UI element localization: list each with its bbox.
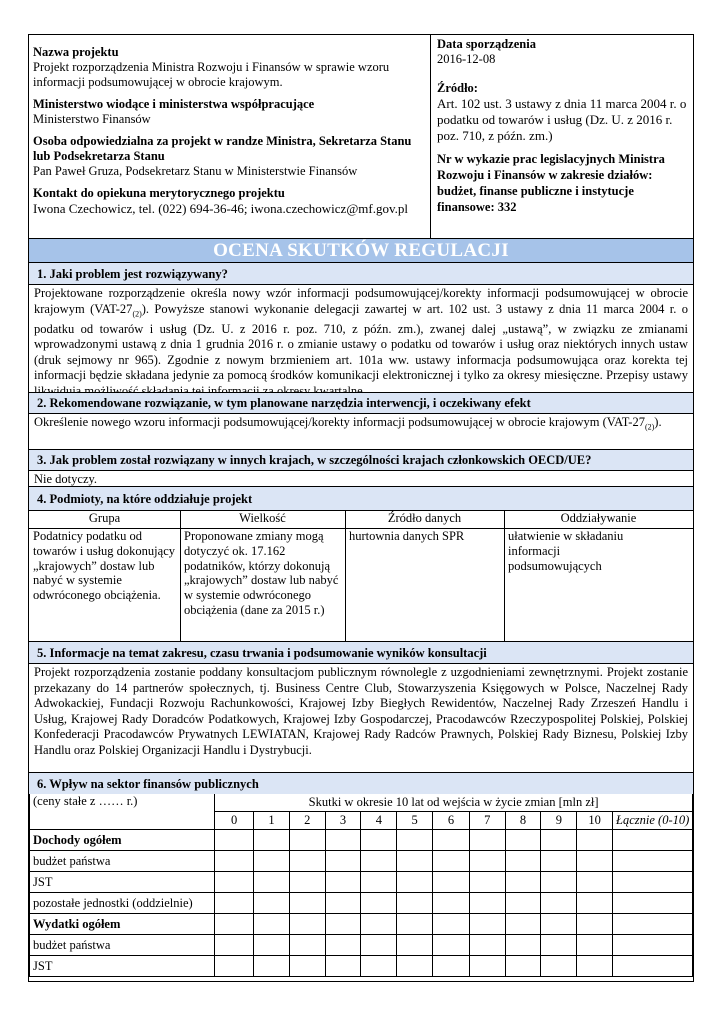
value-cell [397,851,433,872]
row-label: pozostałe jednostki (oddzielnie) [30,893,215,914]
section-2-text [29,413,693,449]
value-cell [433,935,470,956]
section-5-heading: 5. Informacje na temat zakresu, czasu trwania i podsumowanie wyników konsultacji [29,641,693,663]
value-cell [433,872,470,893]
page-title: OCENA SKUTKÓW REGULACJI [29,238,693,263]
column-header-size: Wielkość [239,511,286,525]
value-cell [433,851,470,872]
value-cell [254,851,290,872]
value-cell [397,830,433,851]
value-cell [325,935,361,956]
value-cell [215,830,254,851]
value-cell [289,914,325,935]
value-cell [289,935,325,956]
value-cell [469,830,505,851]
header-left-panel [29,35,431,238]
year-2-header: 2 [289,812,325,830]
value-cell [577,830,613,851]
table-cell-group: Podatnicy podatku od towarów i usług dokonujący „krajowych” dostaw lub nabyć w systemie odwróconego obciążenia. [33,529,175,603]
value-cell [361,830,397,851]
ministry-value: Ministerstwo Finansów [33,112,151,126]
section-1-text-part2: ). Powyższe stanowi wykonanie delegacji zawartej w art. 102 ust. 3 ustawy z dnia 11 marca 2004 r. o podatku od towarów i usług (Dz. U. z 2016 r. poz. 710, z późn. zm.), zwanej dalej „ustawą”, w związku ze zmianami wprowadzonymi ustawą z dnia 1 grudnia 2016 r. o zmianie ustawy o podatku od towarów i usług oraz niektórych innych ustaw (druk sejmowy nr 965). Zgodnie z nowym brzmieniem art. 101a ww. ustawy informacja podsumowująca oraz korekta tej informacji będzie składana jedynie za pomocą środków komunikacji elektronicznej i tylko za okresy miesięczne. Przepisy ustawy [34,301,688,383]
value-cell [505,851,541,872]
value-cell [325,872,361,893]
value-cell [469,956,505,977]
responsible-person-label: Osoba odpowiedzialna za projekt w randze Ministra, Sekretarza Stanu lub Podsekretarza Stanu [33,134,412,163]
row-label: Wydatki ogółem [30,914,215,935]
value-cell [433,893,470,914]
row-label: Dochody ogółem [30,830,215,851]
value-cell [215,851,254,872]
source-label: Źródło: [437,81,478,95]
value-cell [215,893,254,914]
value-cell [505,914,541,935]
responsible-person-value: Pan Paweł Gruza, Podsekretarz Stanu w Ministerstwie Finansów [33,164,358,178]
value-cell [577,893,613,914]
value-cell [325,914,361,935]
header-right-panel [431,35,693,238]
value-cell [541,914,577,935]
year-0-header: 0 [215,812,254,830]
row-label: JST [30,956,215,977]
value-cell [613,914,693,935]
ministry-label: Ministerstwo wiodące i ministerstwa współpracujące [33,97,315,111]
value-cell [541,956,577,977]
table-row [30,830,693,851]
table-cell-size: Proponowane zmiany mogą dotyczyć ok. 17.162 podatników, którzy dokonują „krajowych” dostaw lub nabyć w systemie odwróconego obciążenia (dane za 2015 r.) [184,529,339,617]
section-1-text-part1: Projektowane rozporządzenie określa nowy wzór informacji podsumowującej/korekty informacji podsumowującej w obrocie krajowym (VAT-27 [34,286,688,316]
section-2-subscript: (2) [644,422,655,432]
value-cell [469,893,505,914]
value-cell [469,914,505,935]
value-cell [361,872,397,893]
table-cell-impact: ułatwienie w składaniu informacji podsumowujących [508,529,624,573]
value-cell [541,851,577,872]
table-row [30,872,693,893]
contact-label: Kontakt do opiekuna merytorycznego projektu [33,186,285,200]
value-cell [577,851,613,872]
value-cell [541,935,577,956]
value-cell [505,935,541,956]
value-cell [325,830,361,851]
value-cell [361,956,397,977]
value-cell [215,872,254,893]
regulatory-impact-assessment-form [28,34,694,982]
value-cell [289,872,325,893]
value-cell [397,935,433,956]
value-cell [325,893,361,914]
total-header: Łącznie (0-10) [613,812,693,830]
value-cell [361,914,397,935]
value-cell [433,830,470,851]
value-cell [469,851,505,872]
column-header-data-source: Źródło danych [387,511,462,525]
public-finance-impact-table [29,794,693,977]
section-2-text-part1: Określenie nowego wzoru informacji podsumowującej/korekty informacji podsumowującej w obrocie krajowym (VAT-27 [34,415,645,429]
value-cell [325,956,361,977]
year-1-header: 1 [254,812,290,830]
value-cell [613,893,693,914]
row-label: budżet państwa [30,851,215,872]
value-cell [505,893,541,914]
value-cell [215,914,254,935]
value-cell [289,830,325,851]
date-value: 2016-12-08 [437,52,496,66]
column-header-impact: Oddziaływanie [560,511,637,525]
value-cell [577,872,613,893]
year-5-header: 5 [397,812,433,830]
section-1-text [29,284,693,392]
value-cell [613,956,693,977]
column-header-group: Grupa [88,511,121,525]
section-3-text: Nie dotyczy. [29,470,693,486]
year-3-header: 3 [325,812,361,830]
value-cell [397,914,433,935]
value-cell [613,935,693,956]
value-cell [433,914,470,935]
row-label: budżet państwa [30,935,215,956]
value-cell [505,830,541,851]
value-cell [254,872,290,893]
project-name-label: Nazwa projektu [33,45,119,59]
table-row [30,893,693,914]
table-row [30,956,693,977]
value-cell [254,935,290,956]
source-value: Art. 102 ust. 3 ustawy z dnia 11 marca 2004 r. o podatku od towarów i usług (Dz. U. z 2016 r. poz. 710, z późn. zm.) [437,96,687,143]
value-cell [289,851,325,872]
value-cell [254,893,290,914]
year-6-header: 6 [433,812,470,830]
value-cell [215,956,254,977]
date-label: Data sporządzenia [437,37,536,51]
value-cell [397,956,433,977]
table-cell-data-source: hurtownia danych SPR [349,529,465,543]
project-name-value: Projekt rozporządzenia Ministra Rozwoju i Finansów w sprawie wzoru informacji podsumowującej w obrocie krajowym. [33,60,390,89]
value-cell [541,872,577,893]
row-label: JST [30,872,215,893]
value-cell [577,935,613,956]
section-1-subscript: (2) [132,309,142,319]
value-cell [289,956,325,977]
value-cell [505,872,541,893]
value-cell [325,851,361,872]
value-cell [361,893,397,914]
value-cell [541,893,577,914]
table-row [30,914,693,935]
value-cell [361,851,397,872]
value-cell [469,872,505,893]
impact-span-header: Skutki w okresie 10 lat od wejścia w życie zmian [mln zł] [215,794,693,812]
value-cell [505,956,541,977]
value-cell [397,872,433,893]
value-cell [613,851,693,872]
value-cell [254,956,290,977]
value-cell [361,935,397,956]
section-4-heading: 4. Podmioty, na które oddziałuje projekt [29,486,693,510]
year-9-header: 9 [541,812,577,830]
value-cell [577,956,613,977]
table-row [30,935,693,956]
year-7-header: 7 [469,812,505,830]
contact-value: Iwona Czechowicz, tel. (022) 694-36-46; iwona.czechowicz@mf.gov.pl [33,201,409,216]
section-2-heading: 2. Rekomendowane rozwiązanie, w tym planowane narzędzia interwencji, i oczekiwany efekt [29,392,693,413]
table-row [30,851,693,872]
year-4-header: 4 [361,812,397,830]
section-3-heading: 3. Jak problem został rozwiązany w innych krajach, w szczególności krajach członkowskich OECD/UE? [29,449,693,470]
legislative-list-label: Nr w wykazie prac legislacyjnych Ministra Rozwoju i Finansów w zakresie działów: budżet, finanse publiczne i instytucje finansowe: 332 [437,152,665,214]
value-cell [469,935,505,956]
section-5-text: Projekt rozporządzenia zostanie poddany konsultacjom publicznym równolegle z uzgodnieniami zewnętrznymi. Projekt zostanie przekazany do 14 partnerów społecznych, tj. Business Centre Club, Stowarzyszenia Księgowych w Polsce, Naczelnej Rady Adwokackiej, Fundacji Rozwoju Rachunkowości, Krajowej Izby Biegłych Rewidentów, Naczelnej Rady Zrzeszeń Handlu i Usług, Krajowej Rady Doradców Podatkowych, Krajowej Izby Gospodarczej, Pracodawców Rzeczypospolitej Polskiej, Polskiej Konfederacji Pracodawców Prywatnych LEWIATAN, Krajowej Rady Radców Prawnych, Polskiej Rady Biznesu, Polskiej Izby Handlu oraz Polskiej Organizacji Handlu i Dystrybucji. [29,663,693,772]
year-8-header: 8 [505,812,541,830]
units-label: (ceny stałe z …… r.) [30,794,215,830]
value-cell [541,830,577,851]
value-cell [577,914,613,935]
value-cell [433,956,470,977]
value-cell [613,830,693,851]
year-10-header: 10 [577,812,613,830]
value-cell [254,830,290,851]
value-cell [254,914,290,935]
section-1-heading: 1. Jaki problem jest rozwiązywany? [29,262,693,284]
value-cell [215,935,254,956]
value-cell [613,872,693,893]
section-2-text-part2: ). [654,415,662,429]
section-6-heading: 6. Wpływ na sektor finansów publicznych [29,772,693,794]
value-cell [397,893,433,914]
value-cell [289,893,325,914]
